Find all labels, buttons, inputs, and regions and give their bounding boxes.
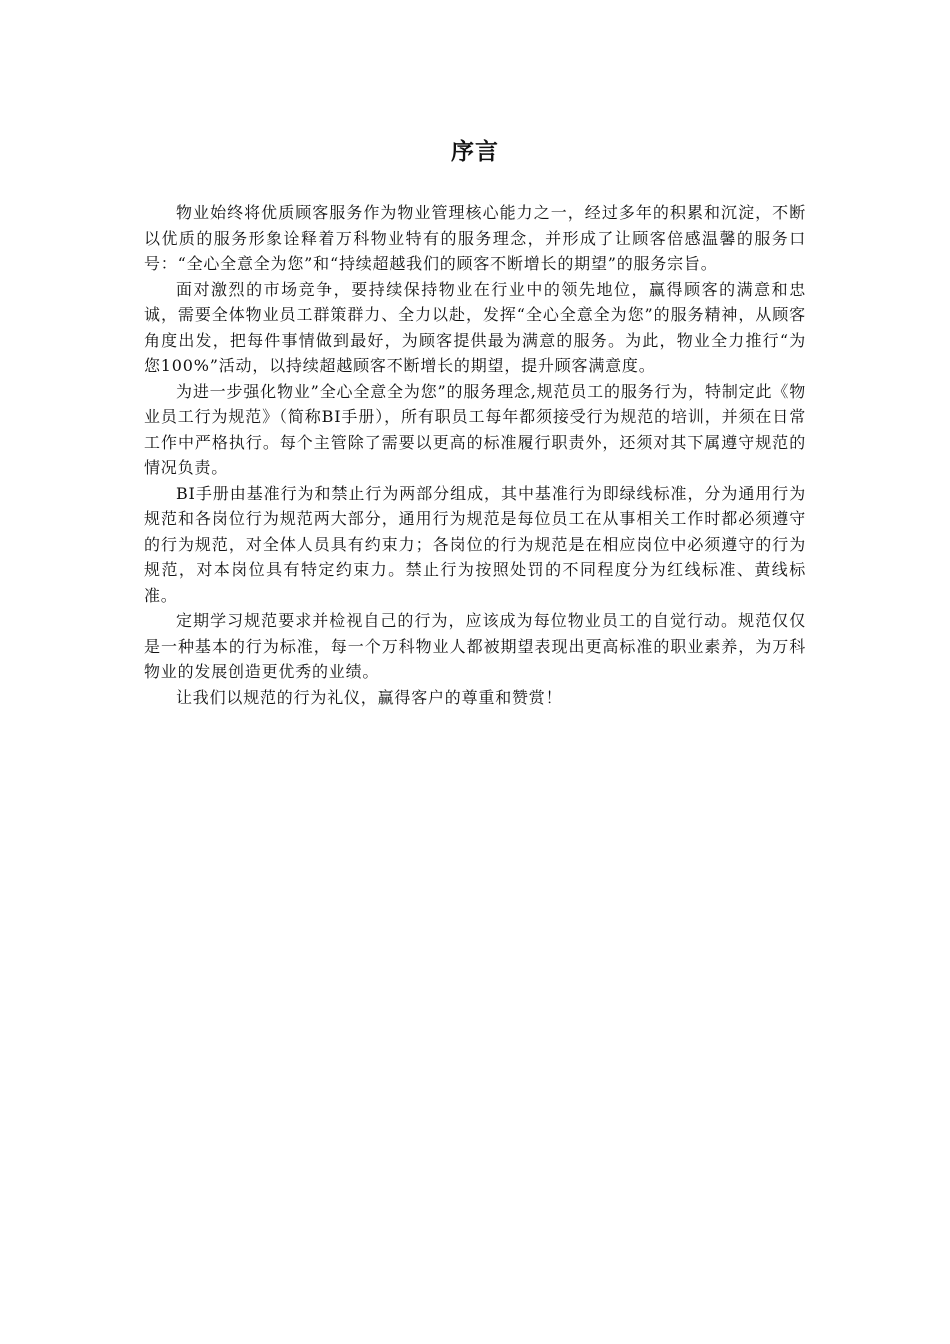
page-title: 序言	[451, 139, 499, 165]
paragraph-1: 物业始终将优质顾客服务作为物业管理核心能力之一，经过多年的积累和沉淀，不断以优质的服务形象诠释着万科物业特有的服务理念，并形成了让顾客倍感温馨的服务口号：“全心全意全为您”和“持续超越我们的顾客不断增长的期望”的服务宗旨。	[144, 203, 806, 273]
preface-body	[144, 200, 806, 710]
paragraph-3: 为进一步强化物业”全心全意全为您”的服务理念,规范员工的服务行为，特制定此《物业员工行为规范》（简称BI手册），所有职员工每年都须接受行为规范的培训，并须在日常工作中严格执行。每个主管除了需要以更高的标准履行职责外，还须对其下属遵守规范的情况负责。	[144, 381, 806, 477]
paragraph-4: BI手册由基准行为和禁止行为两部分组成，其中基准行为即绿线标准，分为通用行为规范和各岗位行为规范两大部分，通用行为规范是每位员工在从事相关工作时都必须遵守的行为规范，对全体人员具有约束力；各岗位的行为规范是在相应岗位中必须遵守的行为规范，对本岗位具有特定约束力。禁止行为按照处罚的不同程度分为红线标准、黄线标准。	[144, 483, 806, 605]
paragraph-2: 面对激烈的市场竞争，要持续保持物业在行业中的领先地位，赢得顾客的满意和忠诚，需要全体物业员工群策群力、全力以赴，发挥“全心全意全为您”的服务精神，从顾客角度出发，把每件事情做到最好，为顾客提供最为满意的服务。为此，物业全力推行“为您100%”活动，以持续超越顾客不断增长的期望，提升顾客满意度。	[144, 279, 806, 375]
paragraph-5: 定期学习规范要求并检视自己的行为，应该成为每位物业员工的自觉行动。规范仅仅是一种基本的行为标准，每一个万科物业人都被期望表现出更高标准的职业素养，为万科物业的发展创造更优秀的业绩。	[144, 611, 806, 681]
paragraph-6: 让我们以规范的行为礼仪，赢得客户的尊重和赞赏！	[176, 687, 563, 707]
